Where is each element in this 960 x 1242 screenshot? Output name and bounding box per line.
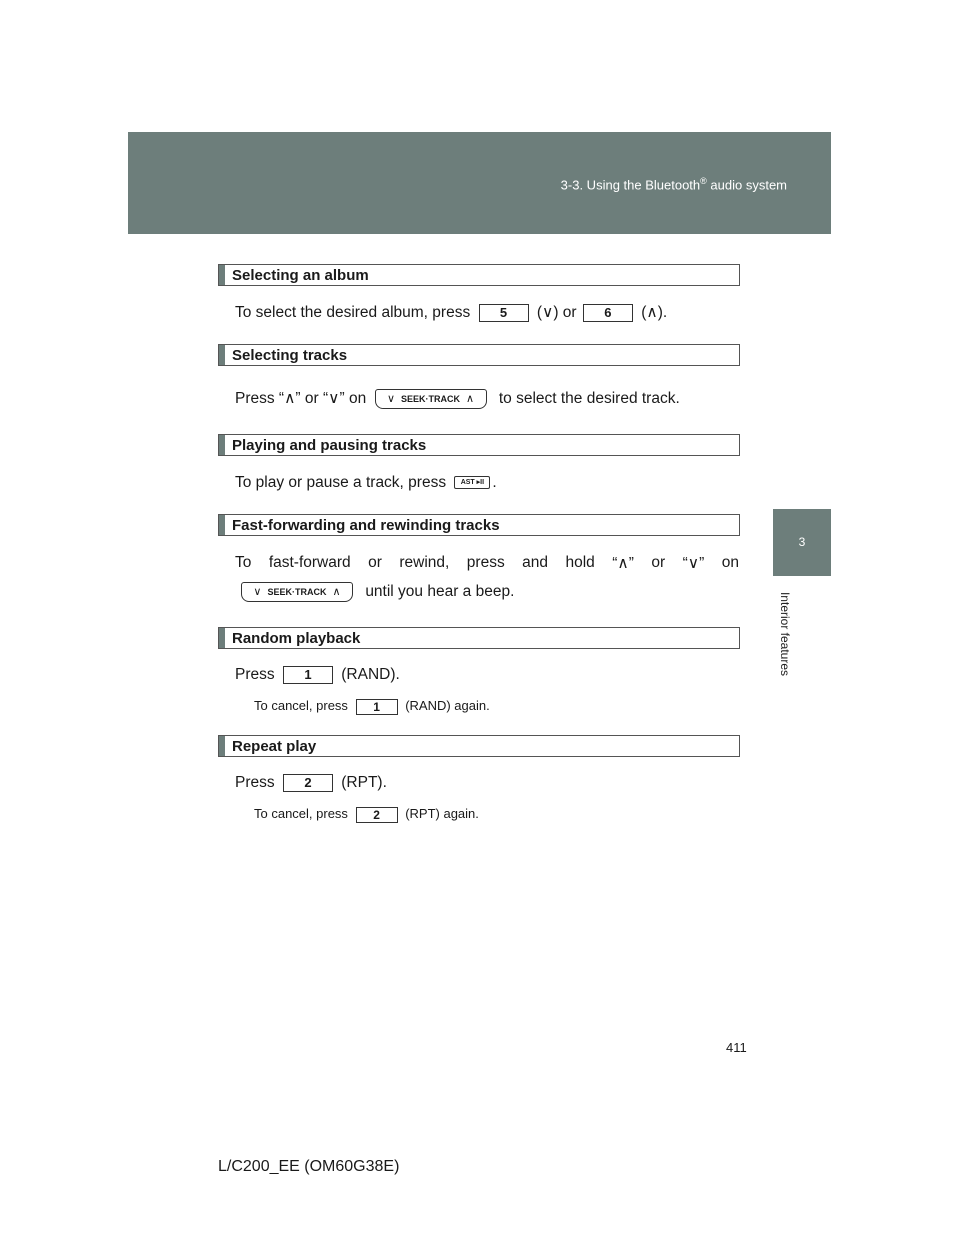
section-heading-ffrew <box>218 514 740 536</box>
document-code: L/C200_EE (OM60G38E) <box>218 1158 400 1175</box>
button-2-icon: 2 <box>283 774 333 792</box>
section-heading-repeat <box>218 735 740 757</box>
play-instruction: To play or pause a track, press AST ▸II . <box>235 474 497 491</box>
section-header-title: 3-3. Using the Bluetooth® audio system <box>560 176 787 193</box>
seek-track-button-icon: ∨ SEEK·TRACK ∧ <box>375 389 487 409</box>
button-5-icon: 5 <box>479 304 529 322</box>
button-1-icon: 1 <box>356 699 398 715</box>
heading-text: Playing and pausing tracks <box>232 437 427 454</box>
heading-text: Fast-forwarding and rewinding tracks <box>232 517 500 534</box>
page-number: 411 <box>726 1040 747 1055</box>
section-heading-tracks <box>218 344 740 366</box>
ast-play-pause-button-icon: AST ▸II <box>454 476 490 489</box>
heading-text: Selecting tracks <box>232 347 348 364</box>
ffrew-instruction-line1: To fast-forward or rewind, press and hold “∧” or “∨” on <box>235 554 739 572</box>
button-2-icon: 2 <box>356 807 398 823</box>
section-heading-album <box>218 264 740 286</box>
random-cancel-note: To cancel, press 1 (RAND) again. <box>254 698 490 714</box>
random-instruction: Press 1 (RAND). <box>235 666 400 684</box>
repeat-instruction: Press 2 (RPT). <box>235 774 387 792</box>
ffrew-instruction-line2: ∨ SEEK·TRACK ∧ until you hear a beep. <box>241 582 514 602</box>
repeat-cancel-note: To cancel, press 2 (RPT) again. <box>254 806 479 822</box>
album-instruction: To select the desired album, press 5 (∨) or 6 (∧). <box>235 304 668 321</box>
tracks-instruction: Press “∧” or “∨” on ∨ SEEK·TRACK ∧ to select the desired track. <box>235 390 680 408</box>
chapter-number: 3 <box>798 535 806 549</box>
section-heading-random <box>218 627 740 649</box>
button-1-icon: 1 <box>283 666 333 684</box>
heading-text: Repeat play <box>232 738 317 755</box>
section-heading-play <box>218 434 740 456</box>
heading-text: Random playback <box>232 630 361 647</box>
heading-text: Selecting an album <box>232 267 369 284</box>
seek-track-button-icon: ∨ SEEK·TRACK ∧ <box>241 582 353 602</box>
header-band <box>128 132 831 234</box>
chapter-tab <box>773 509 831 576</box>
chapter-label: Interior features <box>778 591 792 677</box>
button-6-icon: 6 <box>583 304 633 322</box>
